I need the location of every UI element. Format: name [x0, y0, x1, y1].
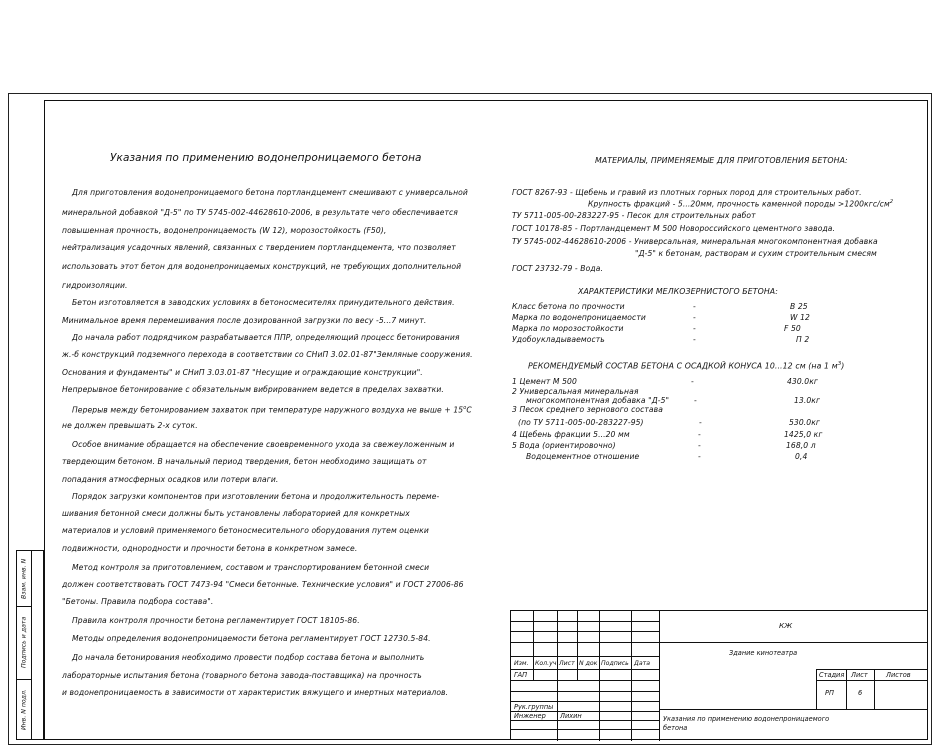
tb-gap: ГАП [514, 671, 528, 679]
body-text-line: Порядок загрузки компонентов при изготовлении бетона и продолжительность переме- [72, 492, 440, 501]
tb-col-sign: Подпись [601, 660, 629, 667]
char-dash: - [693, 335, 696, 344]
composition-name: 5 Вода (ориентировочно) [512, 441, 616, 450]
body-text-line: подвижности, однородности и прочности бетона в конкретном замесе. [62, 544, 358, 553]
composition-dash: - [699, 418, 702, 427]
char-dash: - [693, 302, 696, 311]
side-label-signature-date: Подпись и дата [20, 616, 28, 669]
body-text-line: Особое внимание обращается на обеспечение своевременного ухода за свежеуложенным и [72, 440, 455, 449]
char-value: В 25 [790, 302, 808, 311]
composition-name: Водоцементное отношение [526, 452, 640, 461]
side-label-original-inv: Инв. N подл. [20, 689, 28, 731]
body-text-line: гидроизоляции. [62, 281, 128, 290]
tb-stage-header: Стадия [819, 671, 845, 679]
composition-dash: - [698, 441, 701, 450]
degree-mark: о [463, 405, 467, 411]
char-value: W 12 [790, 313, 810, 322]
body-text-line: До начала бетонирования необходимо провести подбор состава бетона и выполнить [72, 653, 425, 662]
composition-name: (по ТУ 5711-005-00-283227-95) [518, 418, 644, 427]
composition-dash: - [698, 430, 701, 439]
body-text-line: шивания бетонной смеси должны быть установлены лабораторией для конкретных [62, 509, 410, 518]
materials-line: ТУ 5745-002-44628610-2006 - Универсальная, минеральная многокомпонентная добавка [512, 237, 878, 246]
body-text-line: Для приготовления водонепроницаемого бетона портландцемент смешивают с универсальной [72, 188, 468, 197]
char-dash: - [693, 313, 696, 322]
tb-project: Здание кинотеатра [729, 649, 798, 657]
body-text-line: Правила контроля прочности бетона регламентирует ГОСТ 18105-86. [72, 616, 360, 625]
composition-value: 430.0кг [787, 377, 819, 386]
composition-dash: - [698, 452, 701, 461]
composition-name: 2 Универсальная минеральная [512, 387, 639, 396]
composition-dash: - [691, 377, 694, 386]
composition-name: 4 Щебень фракции 5...20 мм [512, 430, 630, 439]
body-text-line: Бетон изготовляется в заводских условиях в бетоносмесителях принудительного действия. [72, 298, 455, 307]
body-text-line: повышенная прочность, водонепроницаемость (W 12), морозостойкость (F50), [62, 226, 387, 235]
materials-line: "Д-5" к бетонам, растворам и сухим строительным смесям [635, 249, 877, 258]
composition-name: 1 Цемент М 500 [512, 377, 577, 386]
composition-name: 3 Песок среднего зернового состава [512, 405, 663, 414]
tb-sheets-header: Листов [886, 671, 911, 679]
body-text-line: нейтрализация усадочных явлений, связанных с твердением портландцемента, что позволяет [62, 243, 456, 252]
materials-line: ТУ 5711-005-00-283227-95 - Песок для строительных работ [512, 211, 756, 220]
composition-value: 1425,0 кг [784, 430, 823, 439]
side-label-replace-inv: Взам. инв. N [20, 558, 28, 599]
body-text-line: попадания атмосферных осадков или потери влаги. [62, 475, 279, 484]
composition-value: 0,4 [795, 452, 808, 461]
materials-line: ГОСТ 8267-93 - Щебень и гравий из плотных горных пород для строительных работ. [512, 188, 862, 197]
body-text-line: До начала работ подрядчиком разрабатывается ППР, определяющий процесс бетонирования [72, 333, 460, 342]
body-text-line: материалов и условий применяемого бетоносмесительного оборудования путем оценки [62, 526, 429, 535]
body-text-line: лабораторные испытания бетона (товарного бетона завода-поставщика) на прочность [62, 671, 422, 680]
tb-engineer: Инженер [514, 712, 546, 720]
materials-line: Крупность фракций - 5...20мм, прочность каменной породы $>1200кгс/см^2$ [588, 199, 894, 209]
title-block [510, 610, 928, 740]
materials-header: МАТЕРИАЛЫ, ПРИМЕНЯЕМЫЕ ДЛЯ ПРИГОТОВЛЕНИЯ БЕТОНА: [595, 156, 848, 165]
tb-col-date: Дата [634, 660, 651, 667]
tb-code: КЖ [779, 621, 793, 630]
char-name: Марка по водонепроницаемости [512, 313, 646, 322]
tb-stage-value: РП [825, 689, 834, 697]
body-text-line: "Бетоны. Правила подбора состава". [62, 597, 214, 606]
char-name: Класс бетона по прочности [512, 302, 625, 311]
char-value: П 2 [796, 335, 810, 344]
tb-drawing-title: Указания по применению водонепроницаемого [663, 715, 830, 723]
body-text-line: использовать этот бетон для водонепроницаемых конструкций, не требующих дополнительной [62, 262, 462, 271]
composition-name: многокомпонентная добавка "Д-5" [526, 396, 670, 405]
tb-col-list: Лист [559, 660, 575, 667]
tb-sheet-header: Лист [851, 671, 868, 679]
tb-col-izm: Изм. [514, 660, 529, 667]
body-text-line: Метод контроля за приготовлением, составом и транспортированием бетонной смеси [72, 563, 430, 572]
body-text-line: минеральной добавкой "Д-5" по ТУ 5745-002-44628610-2006, в результате чего обеспечивается [62, 208, 458, 217]
document-title: Указания по применению водонепроницаемого бетона [110, 152, 422, 164]
body-text-line: не должен превышать 2-х суток. [62, 421, 198, 430]
composition-header: РЕКОМЕНДУЕМЫЙ СОСТАВ БЕТОНА С ОСАДКОЙ КОНУСА 10...12 см (на 1 $м^3$) [528, 361, 845, 371]
char-name: Марка по морозостойкости [512, 324, 624, 333]
body-text-line: Методы определения водонепроницаемости бетона регламентирует ГОСТ 12730.5-84. [72, 634, 431, 643]
body-text-line: Минимальное время перемешивания после дозированной загрузки по весу -5...7 минут. [62, 316, 427, 325]
characteristics-header: ХАРАКТЕРИСТИКИ МЕЛКОЗЕРНИСТОГО БЕТОНА: [578, 287, 778, 296]
composition-value: 168,0 л [786, 441, 816, 450]
tb-ruk: Рук.группы [514, 703, 554, 711]
composition-value: 13.0кг [794, 396, 821, 405]
body-text-line: Основания и фундаменты" и СНиП 3.03.01-87 "Несущие и ограждающие конструкции". [62, 368, 423, 377]
side-stamp-strip [16, 550, 44, 740]
tb-col-kol: Кол.уч [535, 660, 557, 667]
tb-drawing-title-2: бетона [663, 724, 688, 732]
materials-line: ГОСТ 23732-79 - Вода. [512, 264, 603, 273]
materials-line: ГОСТ 10178-85 - Портландцемент М 500 Новороссийского цементного завода. [512, 224, 836, 233]
char-dash: - [693, 324, 696, 333]
body-text-line: ж.-б конструкций подземного перехода в соответствии со СНиП 3.02.01-87"Земляные сооружения. [62, 350, 473, 359]
composition-dash: - [694, 396, 697, 405]
composition-value: 530.0кг [789, 418, 821, 427]
tb-sheet-value: 6 [858, 689, 863, 697]
degree-unit: С [466, 405, 472, 415]
body-text-line: Непрерывное бетонирование с обязательным вибрированием ведется в пределах захватки. [62, 385, 444, 394]
body-text-line: должен соответствовать ГОСТ 7473-94 "Смеси бетонные. Технические условия" и ГОСТ 27006-86 [62, 580, 464, 589]
tb-engineer-name: Лихин [560, 712, 582, 720]
char-name: Удобоукладываемость [512, 335, 605, 344]
tb-col-ndok: N док [579, 660, 598, 667]
body-text-line: и водонепроницаемость в зависимости от характеристик вяжущего и инертных материалов. [62, 688, 449, 697]
char-value: F 50 [784, 324, 801, 333]
body-text-line: Перерыв между бетонированием захваток при температуре наружного воздуха не выше + $15^оС$ [72, 405, 472, 415]
body-text-line: твердеющим бетоном. В начальный период твердения, бетон необходимо защищать от [62, 457, 427, 466]
